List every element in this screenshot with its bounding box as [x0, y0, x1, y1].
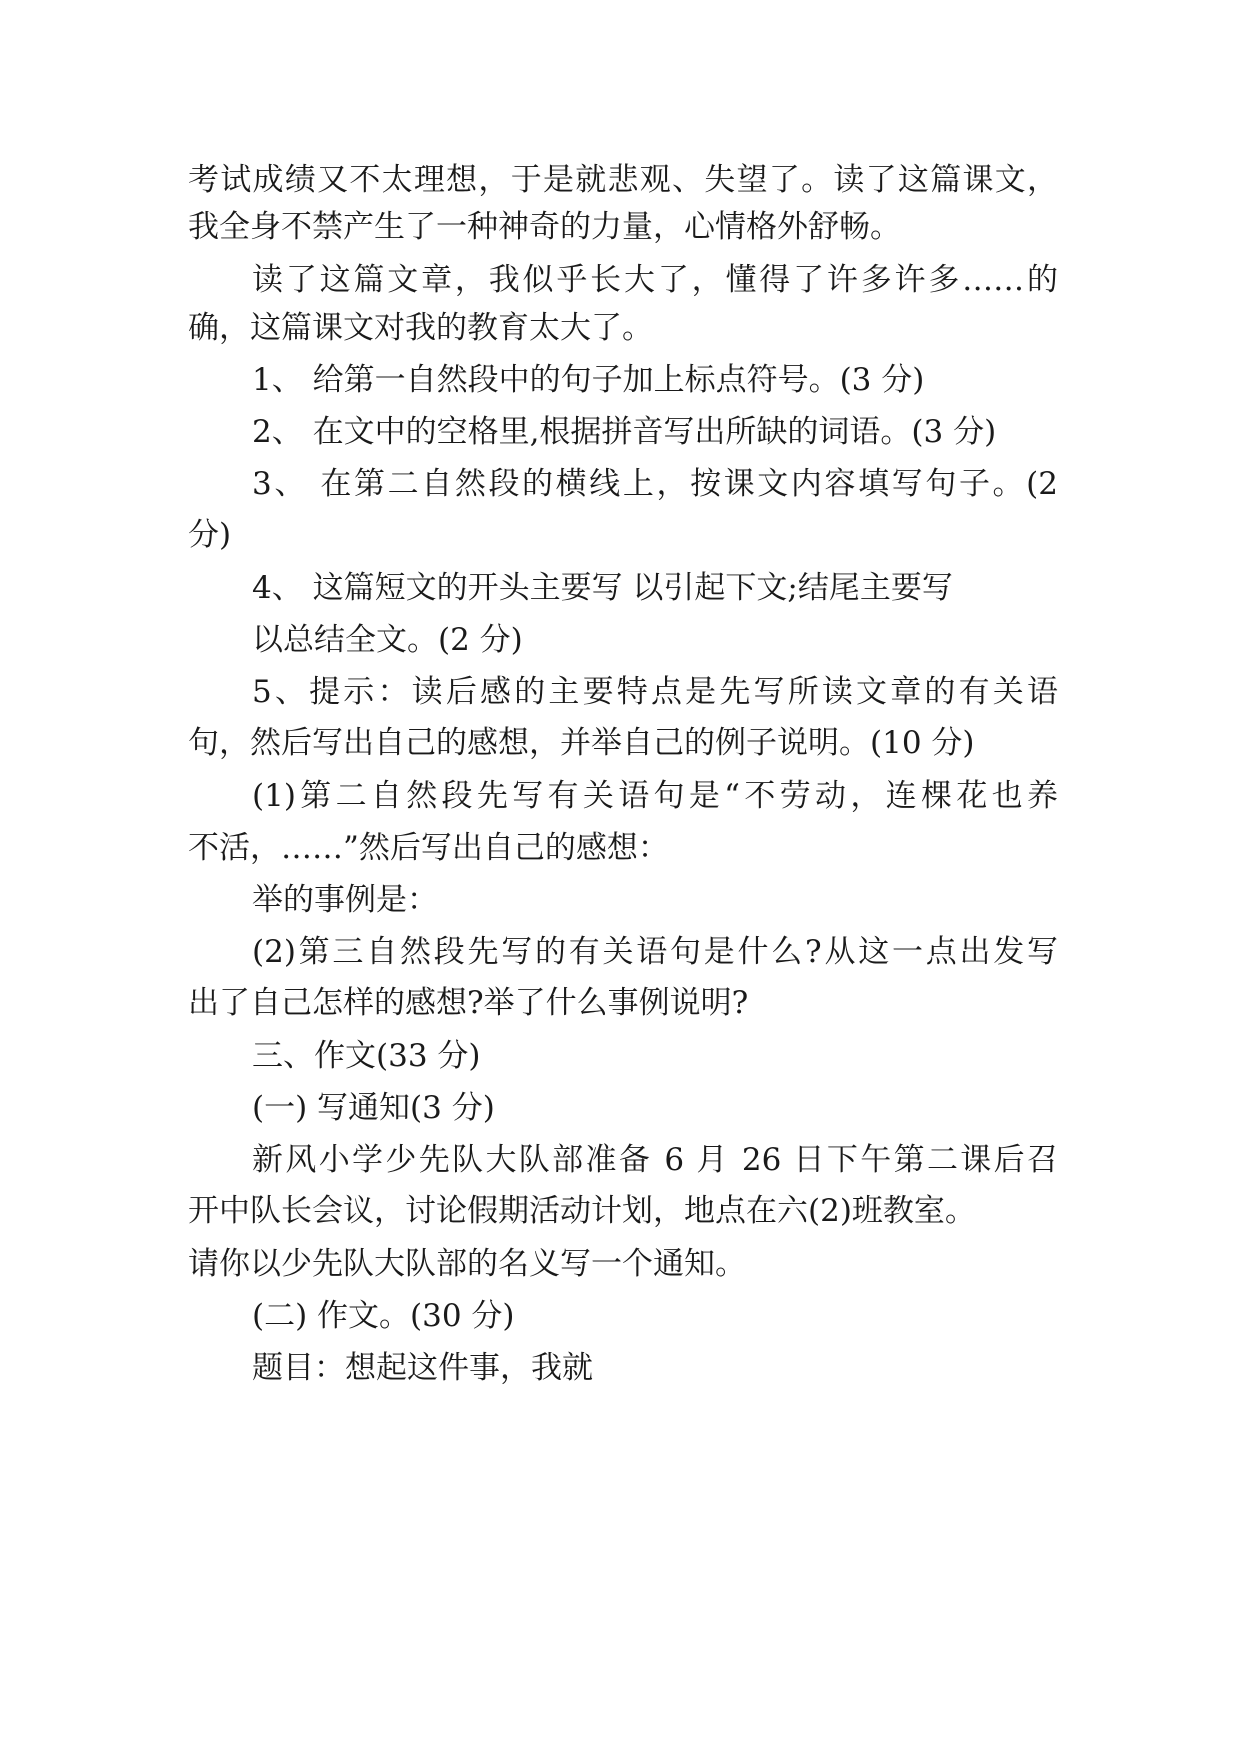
sub-question-1: (1)第二自然段先写有关语句是“不劳动，连棵花也养 — [252, 778, 1058, 814]
text-line: 分) — [188, 517, 232, 553]
text-line: 确，这篇课文对我的教育太大了。 — [188, 310, 653, 346]
sub-question-2: (2)第三自然段先写的有关语句是什么?从这一点出发写 — [252, 934, 1058, 970]
subsection-heading-notice: (一) 写通知(3 分) — [252, 1090, 495, 1126]
text-line: 考试成绩又不太理想，于是就悲观、失望了。读了这篇课文， — [188, 162, 1058, 198]
text-line: 举的事例是： — [252, 882, 438, 918]
text-line: 开中队长会议，讨论假期活动计划，地点在六(2)班教室。 — [188, 1193, 976, 1229]
question-4: 4、 这篇短文的开头主要写 以引起下文;结尾主要写 — [252, 570, 953, 606]
text-line: 出了自己怎样的感想?举了什么事例说明? — [188, 985, 749, 1021]
subsection-heading-essay: (二) 作文。(30 分) — [252, 1298, 515, 1334]
question-3: 3、 在第二自然段的横线上，按课文内容填写句子。(2 — [252, 466, 1058, 502]
question-2: 2、 在文中的空格里,根据拼音写出所缺的词语。(3 分) — [252, 414, 997, 450]
text-line: 以总结全文。(2 分) — [252, 622, 523, 658]
question-1: 1、 给第一自然段中的句子加上标点符号。(3 分) — [252, 362, 925, 398]
text-line: 不活，……”然后写出自己的感想： — [188, 830, 669, 866]
text-line: 请你以少先队大队部的名义写一个通知。 — [188, 1246, 746, 1282]
section-heading-composition: 三、作文(33 分) — [252, 1038, 481, 1074]
essay-title: 题目：想起这件事，我就 — [252, 1350, 593, 1386]
text-line: 新风小学少先队大队部准备 6 月 26 日下午第二课后召 — [252, 1142, 1058, 1178]
text-line: 句，然后写出自己的感想，并举自己的例子说明。(10 分) — [188, 725, 975, 761]
question-5: 5、提示：读后感的主要特点是先写所读文章的有关语 — [252, 674, 1058, 710]
text-line: 我全身不禁产生了一种神奇的力量，心情格外舒畅。 — [188, 209, 901, 245]
text-line: 读了这篇文章，我似乎长大了，懂得了许多许多……的 — [252, 262, 1058, 298]
